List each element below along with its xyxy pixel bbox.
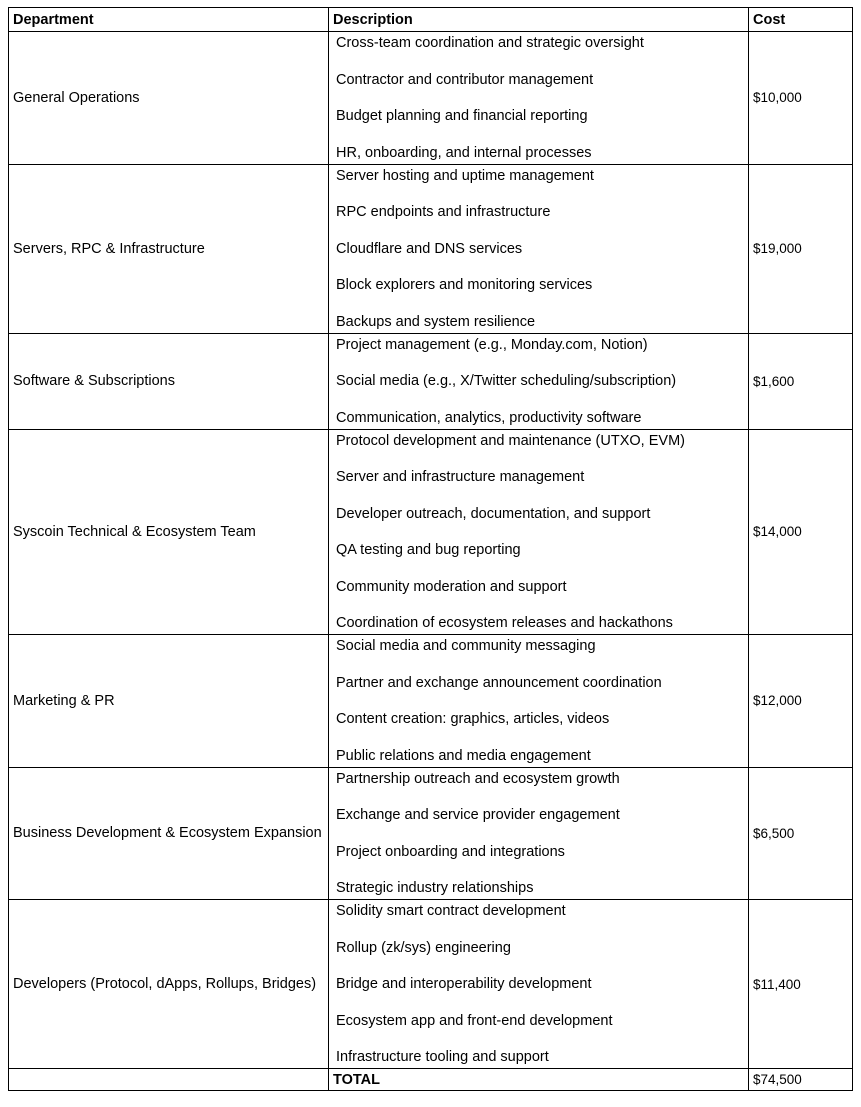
description-item: Protocol development and maintenance (UTXO, EVM): [336, 432, 685, 449]
description-cell: [329, 767, 749, 900]
description-item: Strategic industry relationships: [336, 880, 534, 896]
description-item: Block explorers and monitoring services: [336, 277, 593, 293]
description-item: Contractor and contributor management: [336, 71, 594, 88]
budget-table: [8, 7, 853, 1091]
description-item: Project management (e.g., Monday.com, Notion): [336, 336, 648, 353]
description-cell: [329, 32, 749, 165]
description-item: Community moderation and support: [336, 578, 567, 595]
description-item: Social media (e.g., X/Twitter scheduling/subscription): [336, 373, 677, 389]
description-item: Social media and community messaging: [336, 638, 596, 654]
cost-cell: $1,600: [749, 333, 853, 429]
total-row: [9, 1069, 853, 1091]
description-item: Developer outreach, documentation, and support: [336, 505, 651, 522]
description-cell: [329, 164, 749, 333]
description-list: [333, 430, 748, 635]
table-row: [9, 32, 853, 165]
description-item: Rollup (zk/sys) engineering: [336, 939, 511, 956]
description-item: Ecosystem app and front-end development: [336, 1012, 613, 1029]
description-list: [333, 334, 748, 429]
cost-cell: $12,000: [749, 635, 853, 768]
description-cell: [329, 635, 749, 768]
table-row: [9, 767, 853, 900]
description-list: [333, 32, 748, 164]
total-label: TOTAL: [329, 1069, 749, 1091]
description-item: Server and infrastructure management: [336, 469, 585, 485]
table-body: [9, 32, 853, 1069]
description-item: RPC endpoints and infrastructure: [336, 204, 551, 220]
cost-cell: $11,400: [749, 900, 853, 1069]
description-list: [333, 635, 748, 767]
description-item: Partnership outreach and ecosystem growth: [336, 770, 620, 787]
description-list: [333, 768, 748, 900]
department-cell: General Operations: [9, 32, 329, 165]
department-cell: Marketing & PR: [9, 635, 329, 768]
table-row: [9, 164, 853, 333]
description-item: Content creation: graphics, articles, videos: [336, 711, 610, 727]
description-item: Backups and system resilience: [336, 313, 536, 330]
table-row: [9, 635, 853, 768]
description-item: Cloudflare and DNS services: [336, 240, 523, 257]
total-cost: $74,500: [749, 1069, 853, 1091]
cost-cell: $10,000: [749, 32, 853, 165]
cost-cell: $6,500: [749, 767, 853, 900]
header-description: Description: [329, 8, 749, 32]
description-item: Public relations and media engagement: [336, 747, 591, 764]
description-list: [333, 900, 748, 1068]
description-item: Infrastructure tooling and support: [336, 1049, 549, 1065]
table-row: [9, 900, 853, 1069]
description-item: Partner and exchange announcement coordination: [336, 674, 662, 691]
header-department: Department: [9, 8, 329, 32]
description-cell: [329, 429, 749, 635]
department-cell: Software & Subscriptions: [9, 333, 329, 429]
description-item: Server hosting and uptime management: [336, 167, 594, 184]
header-cost: Cost: [749, 8, 853, 32]
description-item: Exchange and service provider engagement: [336, 807, 620, 823]
department-cell: Syscoin Technical & Ecosystem Team: [9, 429, 329, 635]
description-list: [333, 165, 748, 333]
table-row: [9, 333, 853, 429]
department-cell: Servers, RPC & Infrastructure: [9, 164, 329, 333]
description-cell: [329, 900, 749, 1069]
description-item: HR, onboarding, and internal processes: [336, 144, 592, 161]
department-cell: Business Development & Ecosystem Expansion: [9, 767, 329, 900]
description-item: Communication, analytics, productivity software: [336, 409, 642, 426]
description-item: Solidity smart contract development: [336, 903, 566, 919]
description-cell: [329, 333, 749, 429]
description-item: Budget planning and financial reporting: [336, 108, 588, 124]
description-item: Project onboarding and integrations: [336, 843, 565, 860]
description-item: Cross-team coordination and strategic oversight: [336, 35, 644, 51]
total-department-cell: [9, 1069, 329, 1091]
cost-cell: $14,000: [749, 429, 853, 635]
description-item: Bridge and interoperability development: [336, 976, 592, 992]
header-row: [9, 8, 853, 32]
description-item: QA testing and bug reporting: [336, 542, 521, 558]
description-item: Coordination of ecosystem releases and hackathons: [336, 615, 673, 631]
department-cell: Developers (Protocol, dApps, Rollups, Bridges): [9, 900, 329, 1069]
cost-cell: $19,000: [749, 164, 853, 333]
table-row: [9, 429, 853, 635]
